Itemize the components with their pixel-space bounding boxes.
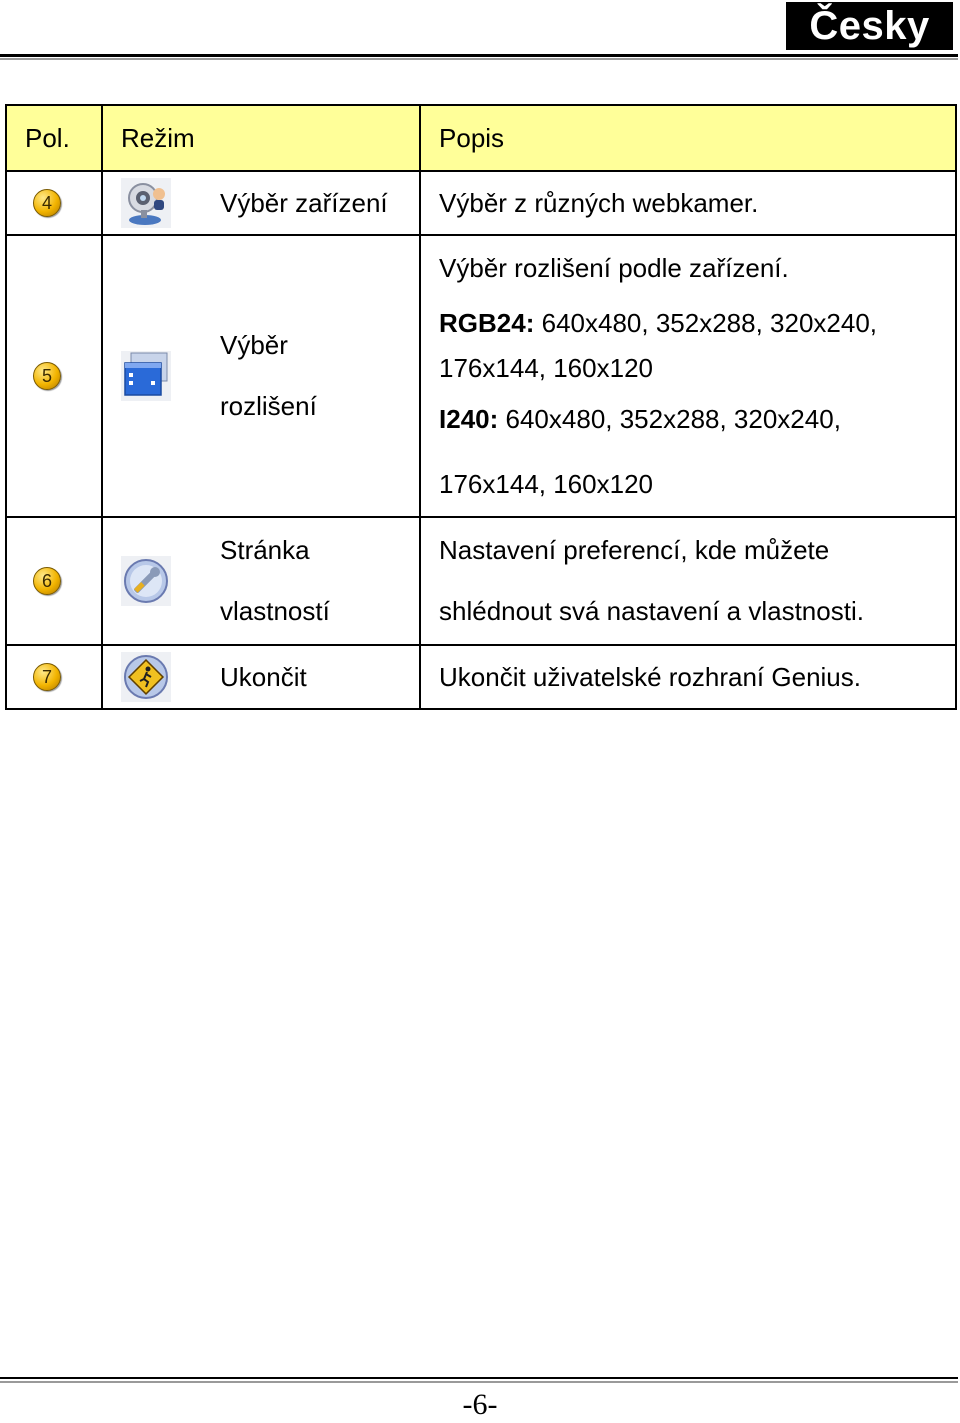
row-desc-line: shlédnout svá nastavení a vlastnosti.	[439, 596, 864, 626]
bottom-rule-shadow	[0, 1381, 958, 1383]
function-table	[5, 104, 957, 710]
desc-i240-line2: 176x144, 160x120	[439, 468, 653, 499]
row-name-line: Stránka	[220, 535, 310, 565]
header-pos: Pol.	[6, 105, 102, 171]
row-number-cell	[6, 171, 102, 235]
row-name-cell	[200, 645, 420, 709]
rgb-label: RGB24:	[439, 307, 535, 338]
row-name-cell	[200, 171, 420, 235]
table-header-row	[6, 105, 956, 171]
table-row	[6, 645, 956, 709]
number-badge: 5	[33, 362, 61, 390]
header-desc: Popis	[420, 105, 956, 171]
row-desc-cell	[420, 235, 956, 517]
row-desc-line: Nastavení preferencí, kde můžete	[439, 535, 830, 565]
i240-label: I240:	[439, 403, 499, 434]
row-icon-cell	[102, 235, 200, 517]
row-name-line: vlastností	[220, 596, 330, 626]
desc-intro: Výběr rozlišení podle zařízení.	[439, 252, 789, 283]
row-number-cell	[6, 235, 102, 517]
rgb-values: 640x480, 352x288, 320x240,	[541, 307, 878, 338]
row-icon-cell	[102, 645, 200, 709]
row-desc-cell	[420, 171, 956, 235]
top-rule-shadow	[0, 58, 958, 60]
resolution-window-icon	[121, 351, 171, 401]
bottom-rule	[0, 1377, 958, 1379]
number-badge: 4	[33, 189, 61, 217]
desc-rgb-line	[439, 308, 947, 339]
row-desc-line: Ukončit uživatelské rozhraní Genius.	[439, 661, 861, 692]
settings-wrench-icon	[121, 556, 171, 606]
table-row	[6, 517, 956, 645]
i240-values: 640x480, 352x288, 320x240,	[505, 403, 841, 434]
row-name-cell	[200, 235, 420, 517]
row-name-line: Výběr	[220, 330, 288, 360]
language-badge: Česky	[786, 2, 953, 50]
table-row	[6, 235, 956, 517]
webcam-icon	[121, 178, 171, 228]
row-number-cell	[6, 645, 102, 709]
row-desc-cell	[420, 517, 956, 645]
number-badge: 7	[33, 663, 61, 691]
top-rule	[0, 54, 958, 57]
table-row	[6, 171, 956, 235]
row-number-cell	[6, 517, 102, 645]
desc-i240-line	[439, 404, 947, 435]
page-number: -6-	[462, 1388, 498, 1421]
row-desc-line: Výběr z různých webkamer.	[439, 187, 759, 218]
exit-sign-icon	[121, 652, 171, 702]
row-name-cell	[200, 517, 420, 645]
row-name-line: Ukončit	[220, 661, 307, 692]
row-icon-cell	[102, 517, 200, 645]
row-icon-cell	[102, 171, 200, 235]
header-mode: Režim	[102, 105, 420, 171]
row-name-line: Výběr zařízení	[220, 187, 388, 218]
row-name-line: rozlišení	[220, 391, 317, 421]
number-badge: 6	[33, 567, 61, 595]
desc-rgb-line2: 176x144, 160x120	[439, 352, 653, 383]
row-desc-cell	[420, 645, 956, 709]
